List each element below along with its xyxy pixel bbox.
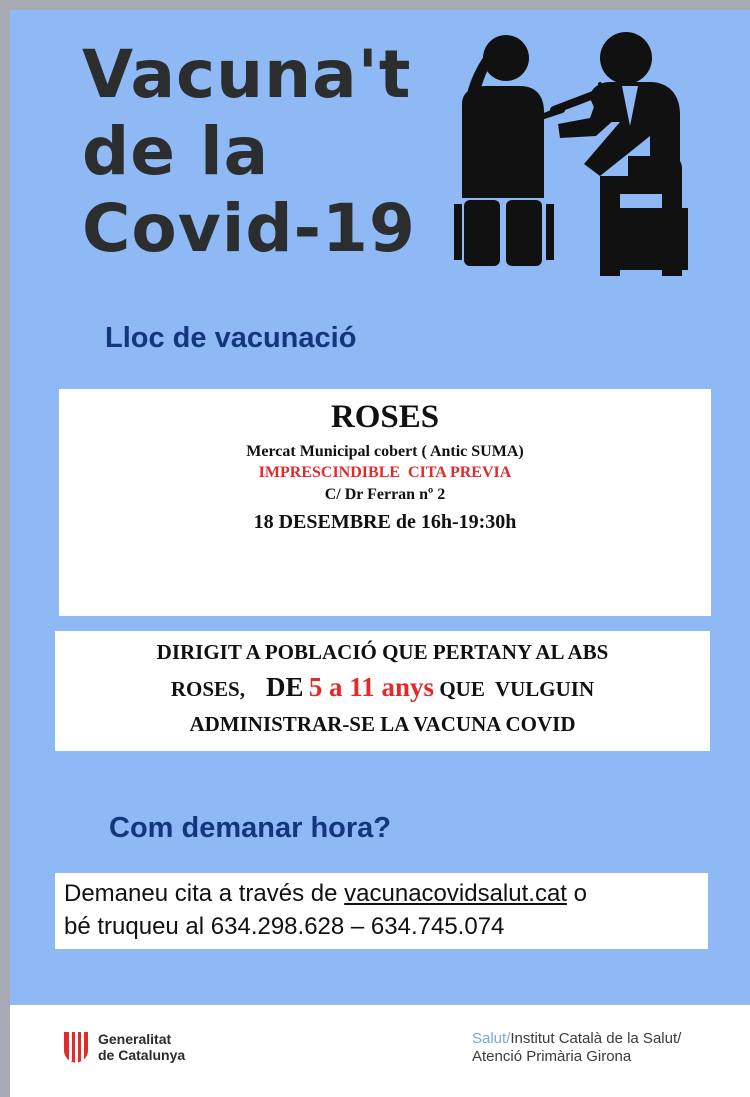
place-address: C/ Dr Ferran nº 2 [324, 486, 446, 503]
place-date-time: 18 DESEMBRE de 16h-19:30h [253, 511, 517, 533]
appointment-box [55, 873, 708, 949]
poster-title [82, 36, 452, 267]
window-frame-top [0, 0, 750, 10]
salut-prefix: Salut/ [472, 1030, 511, 1047]
appointment-link[interactable]: vacunacovidsalut.cat [344, 880, 567, 907]
target-age-range: 5 a 11 anys [308, 672, 435, 702]
salut-line-2: Atenció Primària Girona [472, 1048, 632, 1065]
target-population-box [55, 631, 710, 751]
generalitat-line-2: de Catalunya [98, 1047, 186, 1063]
target-de: DE [266, 672, 304, 702]
place-venue: Mercat Municipal cobert ( Antic SUMA) [246, 443, 524, 460]
appointment-required-notice: IMPRESCINDIBLE CITA PREVIA [258, 464, 512, 481]
generalitat-name [98, 1031, 185, 1063]
title-line-2: de la [82, 113, 270, 190]
target-city: ROSES, [170, 677, 245, 701]
title-line-3: Covid-19 [82, 190, 416, 267]
salut-line-1: Institut Català de la Salut/ [510, 1030, 682, 1047]
appointment-text: Demaneu cita a través de [64, 880, 338, 907]
vaccination-icon [450, 26, 690, 278]
place-city: ROSES [330, 399, 440, 435]
footer [10, 1005, 750, 1097]
appointment-heading: Com demanar hora? [109, 812, 391, 844]
title-line-1: Vacuna't [82, 36, 412, 113]
generalitat-logo-icon [62, 1030, 90, 1064]
target-who-want: QUE VULGUIN [439, 677, 595, 701]
appointment-phones: bé truqueu al 634.298.628 – 634.745.074 [64, 913, 505, 940]
window-frame-left [0, 0, 10, 1097]
place-heading: Lloc de vacunació [105, 322, 357, 354]
appointment-text-or: o [573, 880, 587, 907]
salut-institute [472, 1030, 681, 1066]
target-line-2 [55, 670, 710, 707]
target-line-3: ADMINISTRAR-SE LA VACUNA COVID [189, 712, 576, 736]
place-box [59, 389, 711, 616]
target-line-1: DIRIGIT A POBLACIÓ QUE PERTANY AL ABS [156, 640, 609, 664]
generalitat-line-1: Generalitat [98, 1031, 172, 1047]
